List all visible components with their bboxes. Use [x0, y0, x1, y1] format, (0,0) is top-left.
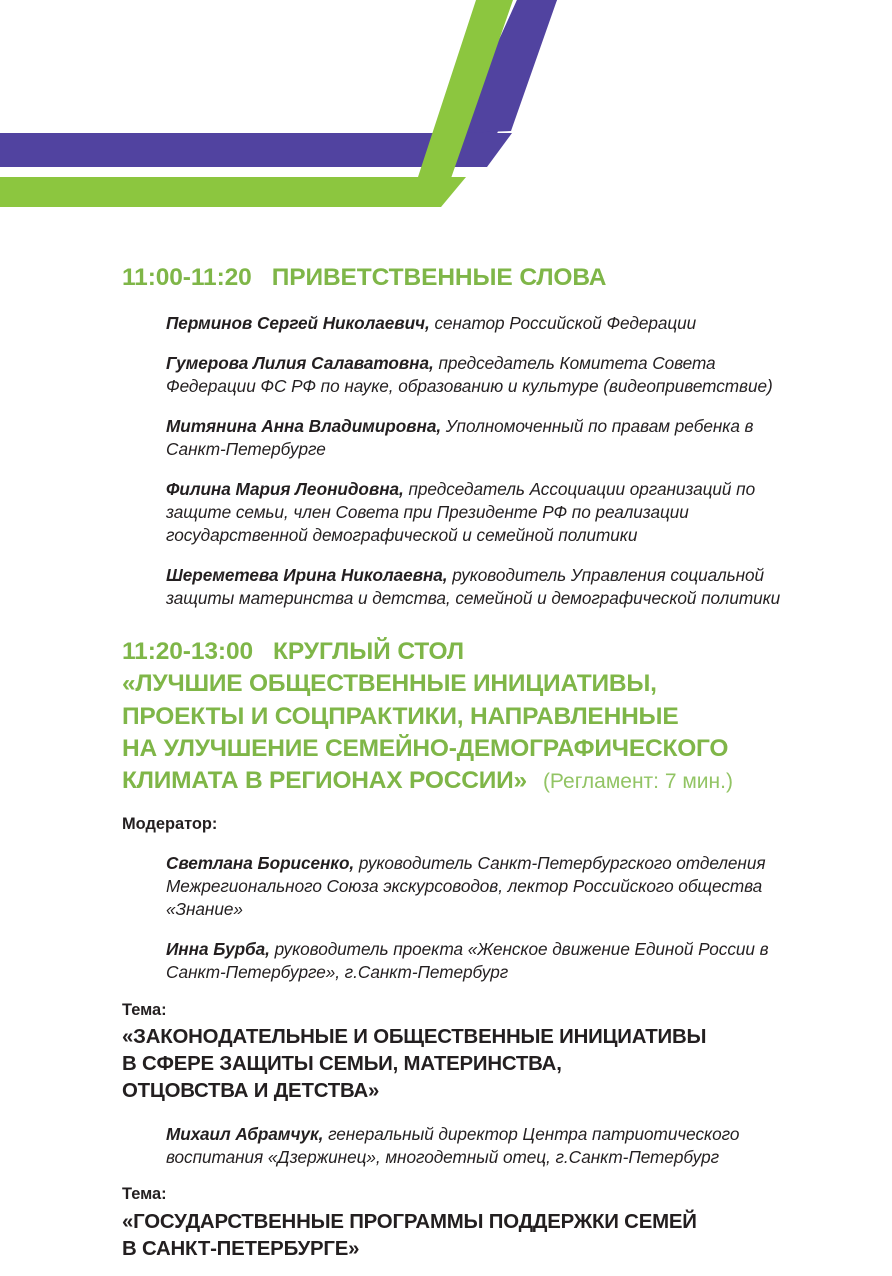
round-table-title-line: «ЛУЧШИЕ ОБЩЕСТВЕННЫЕ ИНИЦИАТИВЫ, — [122, 670, 657, 698]
round-table-title-line: ПРОЕКТЫ И СОЦПРАКТИКИ, НАПРАВЛЕННЫЕ — [122, 702, 679, 730]
speaker-item — [166, 312, 792, 335]
speaker-name: Михаил Абрамчук, — [166, 1123, 324, 1144]
round-table-kind: КРУГЛЫЙ СТОЛ — [273, 637, 464, 665]
speaker-desc: председатель Комитета Совета Федерации ФС РФ по науке, образованию и культуре (видеоприветствие) — [166, 353, 773, 396]
round-table-time: 11:20-13:00 — [122, 637, 254, 665]
session-heading — [122, 262, 792, 295]
moderator-desc: руководитель проекта «Женское движение Единой России в Санкт-Петербурге», г.Санкт-Петербург — [166, 938, 769, 982]
speaker-desc: руководитель Управления социальной защиты материнства и детства, семейной и демографической политики — [166, 564, 781, 608]
speaker-item — [166, 478, 792, 547]
speaker-name: Шереметева Ирина Николаевна, — [166, 564, 448, 585]
purple-ribbon-lower — [0, 133, 466, 167]
topic-title-line: «ЗАКОНОДАТЕЛЬНЫЕ И ОБЩЕСТВЕННЫЕ ИНИЦИАТИВЫ — [122, 1026, 707, 1049]
speaker-desc: Уполномоченный по правам ребенка в Санкт-Петербурге — [166, 416, 754, 459]
round-table-title-line: НА УЛУЧШЕНИЕ СЕМЕЙНО-ДЕМОГРАФИЧЕСКОГО — [122, 735, 729, 762]
speaker-name: Филина Мария Леонидовна, — [166, 478, 404, 499]
session-welcome — [0, 262, 892, 610]
topic-title — [122, 1209, 792, 1263]
session-time: 11:00-11:20 — [122, 264, 252, 291]
speaker-name: Митянина Анна Владимировна, — [166, 416, 442, 437]
speaker-item — [166, 415, 792, 461]
round-table-regulation: (Регламент: 7 мин.) — [542, 770, 733, 794]
speaker-name: Гумерова Лилия Салаватовна, — [166, 353, 434, 374]
moderator-item — [166, 938, 792, 984]
purple-ribbon-diag — [441, 133, 512, 167]
session-name: ПРИВЕТСТВЕННЫЕ СЛОВА — [271, 264, 607, 291]
topic-label: Тема: — [122, 1185, 167, 1204]
speaker-item — [166, 564, 792, 610]
topic-speaker-list — [122, 1123, 792, 1169]
speaker-desc: сенатор Российской Федерации — [429, 313, 697, 334]
program-content — [0, 262, 892, 1263]
purple-ribbon-corner — [457, 0, 557, 133]
session-round-table — [0, 636, 892, 1263]
round-table-title — [122, 668, 792, 797]
round-table-title-line-last — [122, 765, 792, 797]
purple-ribbon-notch — [461, 133, 513, 192]
round-table-heading — [122, 636, 792, 669]
moderator-label: Модератор: — [122, 814, 218, 833]
moderator-item — [166, 852, 792, 921]
topic-label: Тема: — [122, 1000, 167, 1019]
speaker-name: Перминов Сергей Николаевич, — [166, 313, 430, 334]
topic-title-line: В СФЕРЕ ЗАЩИТЫ СЕМЬИ, МАТЕРИНСТВА, — [122, 1053, 562, 1076]
speaker-item — [166, 1123, 792, 1169]
topic-title-line: В САНКТ-ПЕТЕРБУРГЕ» — [122, 1237, 360, 1260]
speaker-desc: председатель Ассоциации организаций по защите семьи, член Совета при Президенте РФ по реализации государственной демографической и семейной политики — [166, 478, 756, 545]
topic-title-line: «ГОСУДАРСТВЕННЫЕ ПРОГРАММЫ ПОДДЕРЖКИ СЕМЕЙ — [122, 1210, 697, 1233]
section-spacer — [0, 610, 892, 636]
speaker-list — [122, 312, 792, 610]
speaker-item — [166, 352, 792, 398]
speaker-desc: генеральный директор Центра патриотического воспитания «Дзержинец», многодетный отец, г.Санкт-Петербург — [166, 1123, 740, 1167]
round-table-title-text: КЛИМАТА В РЕГИОНАХ РОССИИ» — [122, 767, 527, 795]
purple-ribbon-icon — [0, 0, 557, 167]
moderator-desc: руководитель Санкт-Петербургского отделения Межрегионального Союза экскурсоводов, лектор Российского общества «Знание» — [166, 853, 766, 919]
topic-title — [122, 1024, 792, 1105]
green-ribbon-icon — [0, 0, 513, 207]
topic-title-line: ОТЦОВСТВА И ДЕТСТВА» — [122, 1080, 380, 1103]
header-decoration — [0, 0, 892, 215]
moderator-name: Светлана Борисенко, — [166, 853, 355, 874]
green-ribbon-diag — [394, 177, 466, 207]
moderator-name: Инна Бурба, — [166, 938, 270, 959]
moderator-list — [122, 852, 792, 984]
